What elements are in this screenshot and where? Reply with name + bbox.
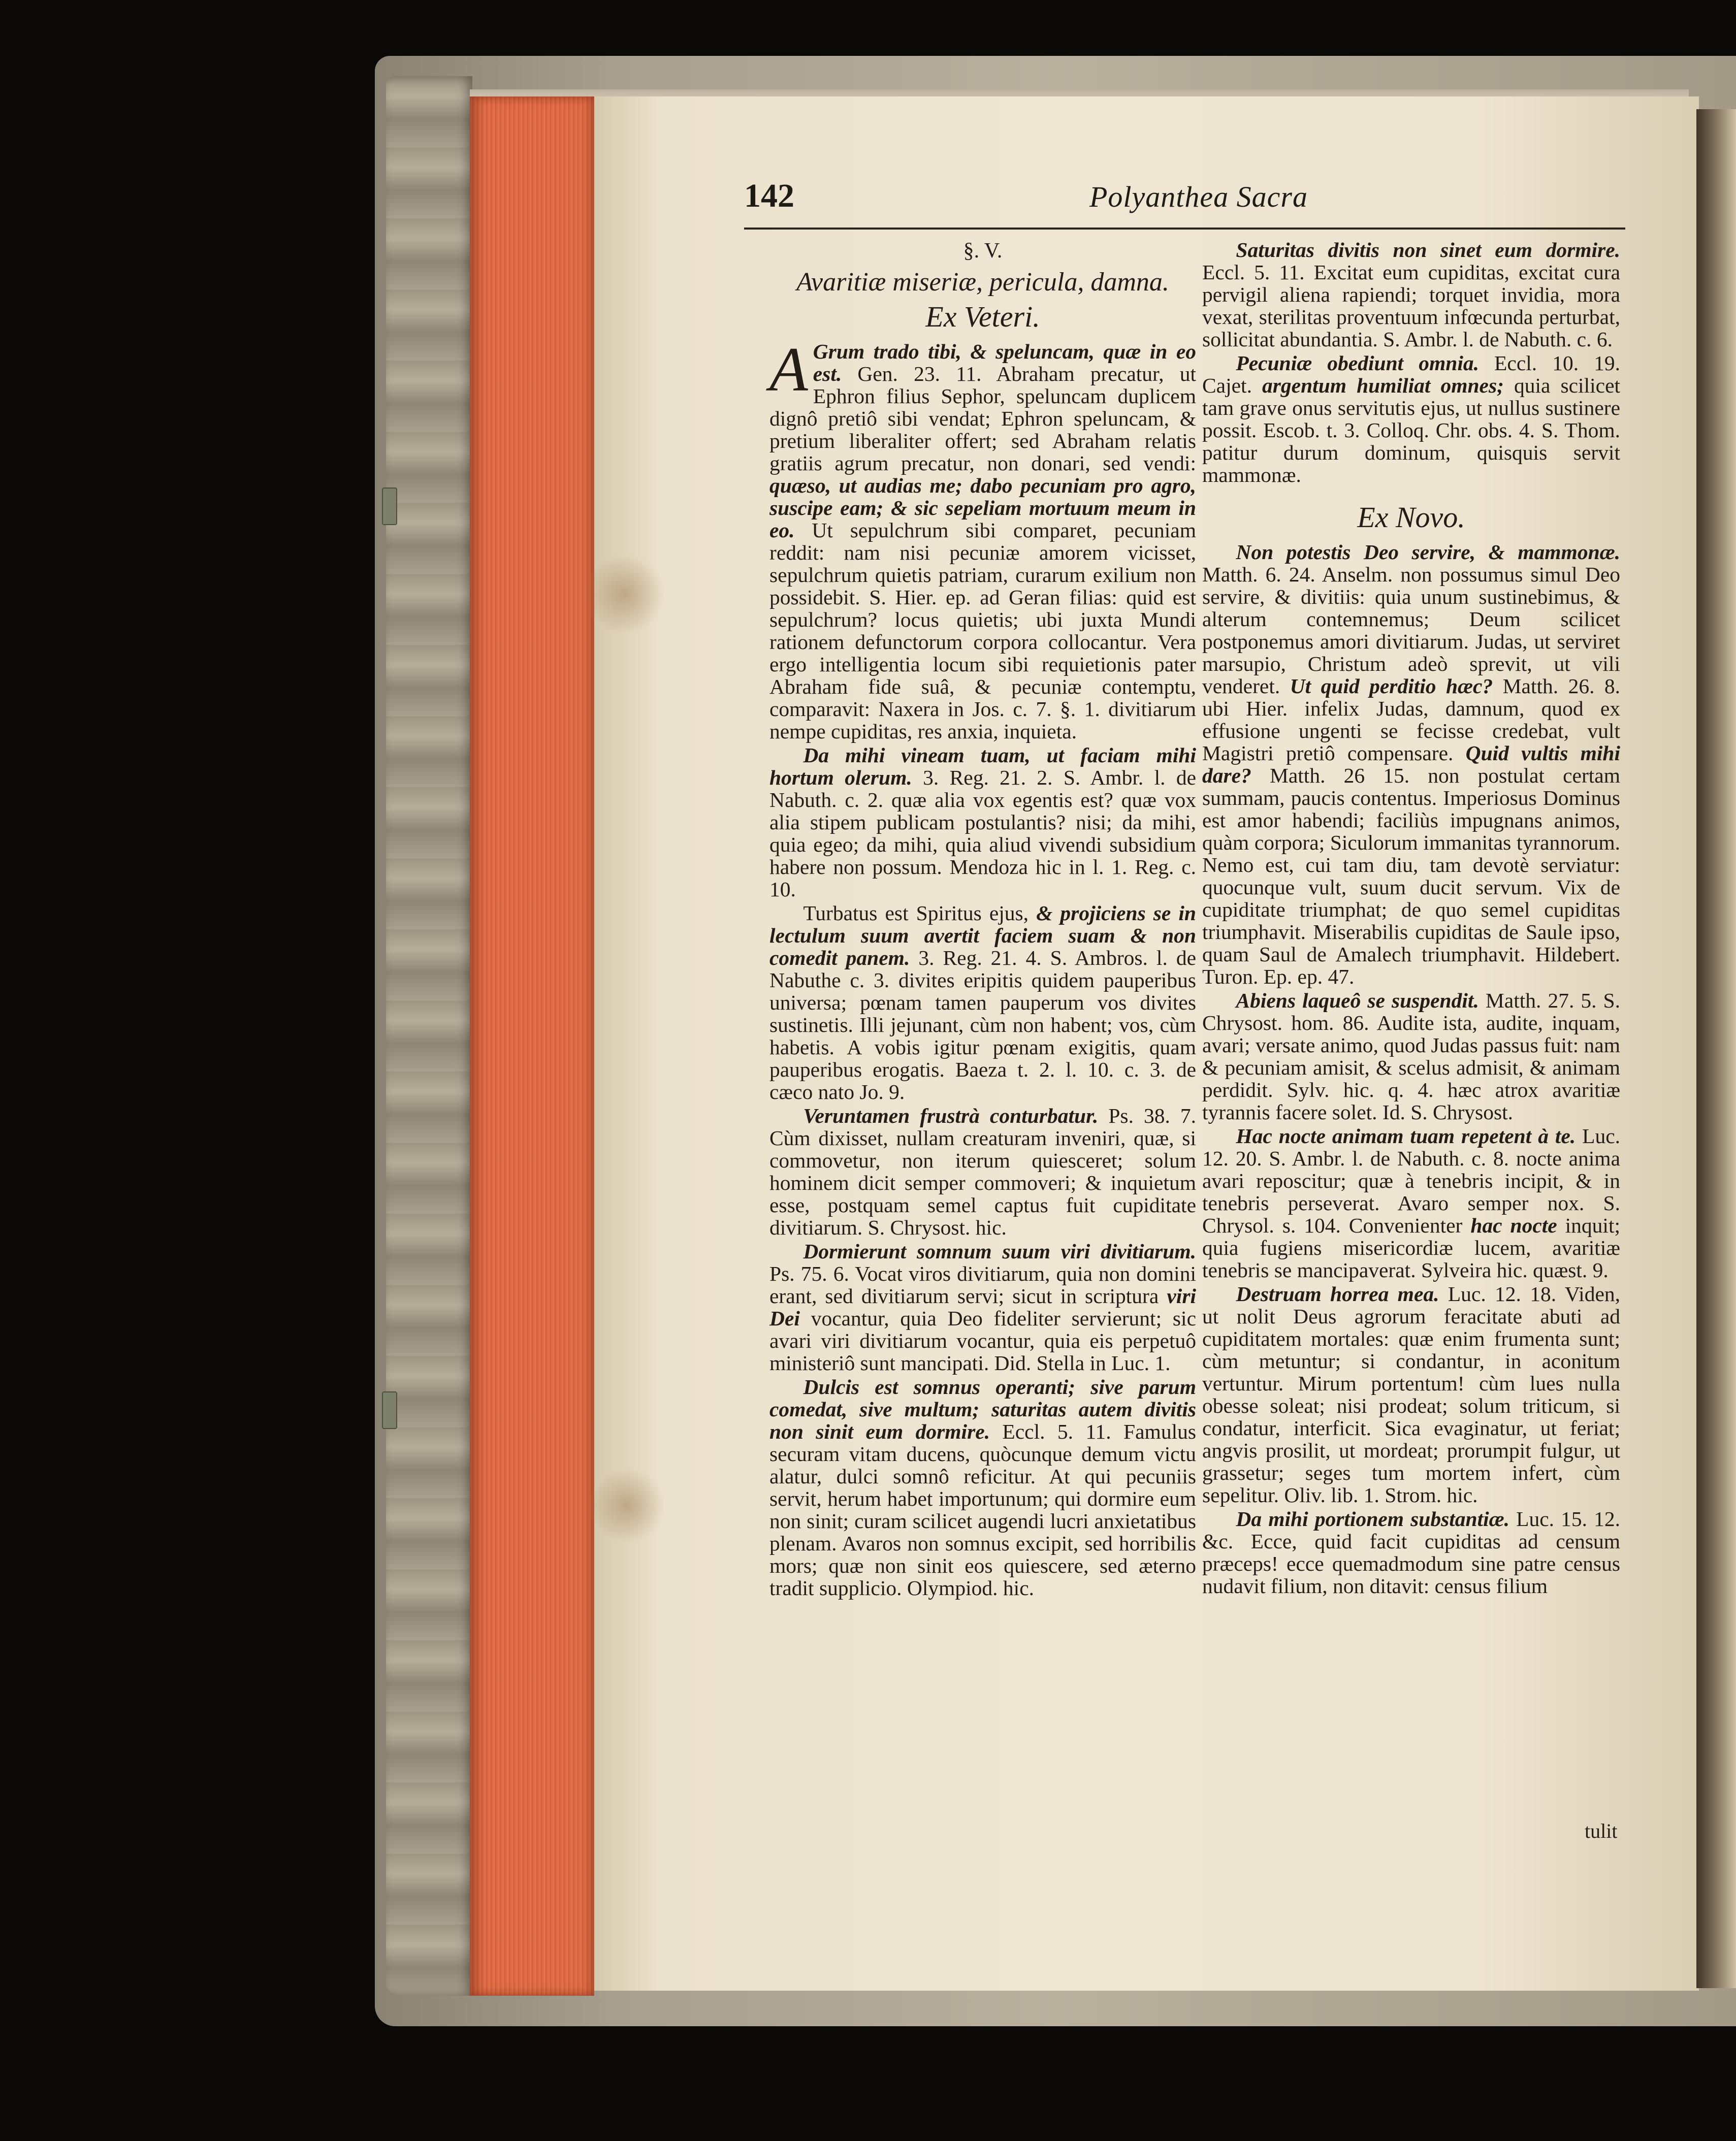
- commentary-text: Ut sepulchrum sibi comparet, pecuniam reddit: nam nisi pecuniæ amorem vicisset, sepulchrum quietis patriam, curarum exilium non possidebit. S. Hier. ep. ad Geran filias: quid est sepulchrum? locus quietis; ubi juxta Mundi rationem defunctorum corpora collocantur. Vera ergo intelligentia locum sibi requietionis pater Abraham fide suâ, & pecuniæ contemptu, comparavit: Naxera in Jos. c. 7. §. 1. divitiarum nempe cupiditas, res anxia, inquieta.: [769, 518, 1196, 743]
- commentary-text: Matth. 26. 8. ubi Hier. infelix Judas, damnum, quod ex effusione ungenti se fecisse credebat, vult Magistri pretiô compensare.: [1202, 674, 1621, 765]
- section-mark: §. V.: [963, 239, 1003, 263]
- entry-paragraph: [769, 1105, 1196, 1239]
- scripture-lemma: Da mihi portionem substantiæ.: [1236, 1507, 1510, 1531]
- scripture-lemma: Ut quid perditio hæc?: [1290, 674, 1493, 698]
- commentary-text: Ps. 75. 6. Vocat viros divitiarum, quia non domini erant, sed divitiarum servi; sicut in scriptura: [769, 1262, 1196, 1308]
- commentary-text: Gen. 23. 11. Abraham precatur, ut Ephron filius Sephor, speluncam duplicem dignô pretiô sibi vendat; Ephron speluncam, & pretium liberaliter offert; sed Abraham relatis gratiis agrum precatur, non donari, sed vendi:: [769, 362, 1196, 475]
- right-column: [1202, 239, 1620, 1599]
- scripture-lemma: Dulcis est somnus operanti; sive parum comedat, sive multum; saturitas autem divitis non sinit eum dormire.: [769, 1375, 1196, 1443]
- left-column: [769, 239, 1196, 1601]
- entry-paragraph: [769, 335, 1196, 743]
- scripture-lemma: & projiciens se in lectulum suum avertit faciem suam & non comedit panem.: [769, 901, 1196, 969]
- section-title: Avaritiæ miseriæ, pericula, damna.: [796, 268, 1169, 297]
- scripture-lemma: Saturitas divitis non sinet eum dormire.: [1236, 238, 1620, 262]
- entry-paragraph: [1202, 541, 1620, 988]
- entry-paragraph: [1202, 1283, 1620, 1506]
- running-title: Polyanthea Sacra: [1089, 180, 1308, 213]
- commentary-text: 3. Reg. 21. 2. S. Ambr. l. de Nabuth. c. 2. quæ alia vox egentis est? quæ vox alia stipem publicam postulantis? nisi; da mihi, quia egeo; da mihi, quia aliud vivendi subsidium habere non possum. Mendoza hic in l. 1. Reg. c. 10.: [769, 766, 1196, 901]
- scripture-lemma: Non potestis Deo servire, & mammonæ.: [1236, 540, 1620, 564]
- scripture-lemma: quæso, ut audias me; dabo pecuniam pro agro, suscipe eam; & sic sepeliam mortuum meum in eo.: [769, 474, 1196, 542]
- entry-paragraph: [769, 902, 1196, 1103]
- commentary-text: vocantur, quia Deo fideliter servierunt; sic avari viri divitiarum vocantur, quia eis perpetuô ministeriô sunt mancipati. Did. Stella in Luc. 1.: [769, 1307, 1196, 1375]
- commentary-text: Eccl. 5. 11. Excitat eum cupiditas, excitat cura pervigil aliena rapiendi; torquet invidia, mora vexat, sterilitas proventuum infœcunda perturbat, sollicitat abundantia. S. Ambr. l. de Nabuth. c. 6.: [1202, 261, 1620, 351]
- commentary-text: Eccl. 10. 19. Cajet.: [1202, 351, 1620, 397]
- scripture-lemma: Hac nocte animam tuam repetent à te.: [1236, 1124, 1576, 1148]
- scripture-lemma: Abiens laqueô se suspendit.: [1236, 989, 1479, 1012]
- scripture-lemma: Quid vultis mihi dare?: [1202, 741, 1620, 787]
- commentary-text: Matth. 26 15. non postulat certam summam, paucis contentus. Imperiosus Dominus est amor habendi; faciliùs impugnans animos, quàm corpora; Siculorum immanitas tyrannorum. Nemo est, cui tam diu, tam devotè serviatur: quocunque vult, suum ducit servum. Vix de cupiditate triumphat; de quo semel cupiditas triumphavit. Miserabilis cupiditas de Saule ipso, quam Saul de Amalech triumphavit. Hildebert. Turon. Ep. ep. 47.: [1202, 764, 1620, 988]
- entry-paragraph: [1202, 352, 1620, 486]
- scripture-lemma: Veruntamen frustrà conturbatur.: [803, 1104, 1099, 1127]
- commentary-text: quia scilicet tam grave onus servitutis ejus, ut nullus sustinere possit. Escob. t. 3. Colloq. Chr. obs. 4. S. Thom. patitur durum dominum, quisquis servit mammonæ.: [1202, 374, 1621, 486]
- scripture-lemma: Destruam horrea mea.: [1236, 1282, 1439, 1306]
- scripture-lemma: Grum trado tibi, & speluncam, quæ in eo est.: [813, 340, 1196, 385]
- clasp-hardware: [382, 488, 402, 1452]
- commentary-text: Eccl. 5. 11. Famulus securam vitam ducens, quòcunque demum victu alatur, dulci somnô reficitur. At qui pecuniis servit, herum habet importunum; qui dormire eum non sinit; curam scilicet augendi lucri anxietatibus plenam. Avaros non somnus excipit, sed horribilis mors; quæ non sinit eos quiescere, sed æterno tradit supplicio. Olympiod. hic.: [769, 1420, 1197, 1600]
- scripture-lemma: hac nocte: [1470, 1214, 1557, 1237]
- page-number: 142: [744, 177, 794, 214]
- entry-paragraph: [769, 1376, 1196, 1599]
- commentary-text: 3. Reg. 21. 4. S. Ambros. l. de Nabuthe c. 3. divites eripitis quidem pauperibus universa; pœnam tamen pauperum vos divites sustinetis. Illi jejunant, cùm non habent; vos, cùm habetis. A vobis igitur pœnam exigitis, quam pauperibus erogatis. Baeza t. 2. l. 10. c. 3. de cæco nato Jo. 9.: [769, 946, 1197, 1104]
- scripture-lemma: Dormierunt somnum suum viri divitiarum.: [803, 1240, 1196, 1263]
- commentary-text: inquit; quia fugiens misericordiæ lucem, avaritiæ tenebris se mancipaverat. Sylveira hic. quæst. 9.: [1202, 1214, 1621, 1282]
- commentary-text: Luc. 12. 20. S. Ambr. l. de Nabuth. c. 8. nocte anima avari reposcitur; quæ à tenebris incipit, & in tenebris perseverat. Avaro semper nox. S. Chrysol. s. 104. Convenienter: [1202, 1124, 1621, 1237]
- foxing-stain: [589, 1468, 665, 1544]
- page-gutter: [1696, 109, 1736, 1988]
- header-rule: [744, 228, 1625, 230]
- catchword: tulit: [1585, 1820, 1618, 1842]
- commentary-text: Luc. 15. 12. &c. Ecce, quid facit cupiditas ad censum præceps! ecce quemadmodum sine patre census nudavit filium, non ditavit: census filium: [1202, 1507, 1621, 1598]
- commentary-text: Matth. 6. 24. Anselm. non possumus simul Deo servire, & divitiis: quia unum sustinebimus, & alterum contemnemus; Deum scilicet postponemus amori divitiarum. Judas, ut serviret marsupio, Christum adeò sprevit, ut vili venderet.: [1202, 563, 1620, 698]
- entry-paragraph: [1202, 1125, 1620, 1281]
- red-page-edges: [470, 96, 594, 1996]
- entry-paragraph: [1202, 989, 1620, 1123]
- scripture-lemma: argentum humiliat omnes;: [1262, 374, 1504, 397]
- commentary-text: Turbatus est Spiritus ejus,: [803, 901, 1029, 925]
- subheading-old-testament: Ex Veteri.: [925, 300, 1040, 333]
- entry-paragraph: [769, 744, 1196, 900]
- entry-paragraph: [1202, 239, 1620, 350]
- subheading-new-testament: Ex Novo.: [1357, 501, 1465, 534]
- running-head: [744, 177, 1630, 228]
- clasp-icon: [382, 488, 397, 525]
- entry-paragraph: [1202, 1508, 1620, 1597]
- clasp-icon: [382, 1391, 397, 1429]
- entry-paragraph: [769, 1240, 1196, 1374]
- commentary-text: Matth. 27. 5. S. Chrysost. hom. 86. Audite ista, audite, inquam, avari; versate animo, quod Judas passus fuit: nam & pecuniam amisit, & scelus admisit, & animam perdidit. Sylv. hic. q. 4. hæc atrox avaritiæ tyrannis facere solet. Id. S. Chrysost.: [1202, 989, 1621, 1124]
- scripture-lemma: viri Dei: [769, 1284, 1197, 1330]
- foxing-stain: [584, 554, 665, 635]
- scripture-lemma: Pecuniæ obediunt omnia.: [1236, 351, 1479, 375]
- commentary-text: Ps. 38. 7. Cùm dixisset, nullam creaturam inveniri, quæ, si commovetur, non iterum quiesceret; solum hominem dicit semper commoveri; & inquietum esse, postquam semel captus fuit cupiditate divitiarum. S. Chrysost. hic.: [769, 1104, 1197, 1239]
- drop-cap: A: [769, 335, 808, 404]
- scripture-lemma: Da mihi vineam tuam, ut faciam mihi hortum olerum.: [769, 743, 1196, 789]
- commentary-text: Luc. 12. 18. Viden, ut nolit Deus agrorum feracitate abuti ad cupiditatem mortales: quæ enim frumenta sunt; cùm metuntur; si condantur, in aconitum vertuntur. Mirum portentum! cùm lues nulla obesse soleat; nisi prodeat; solum triticum, si condatur, interficit. Sica evaginatur, ut feriat; angvis prosilit, ut mordeat; prorumpit fulgur, ut grassetur; seges tum mortem infert, cùm sepelitur. Oliv. lib. 1. Strom. hic.: [1202, 1282, 1620, 1507]
